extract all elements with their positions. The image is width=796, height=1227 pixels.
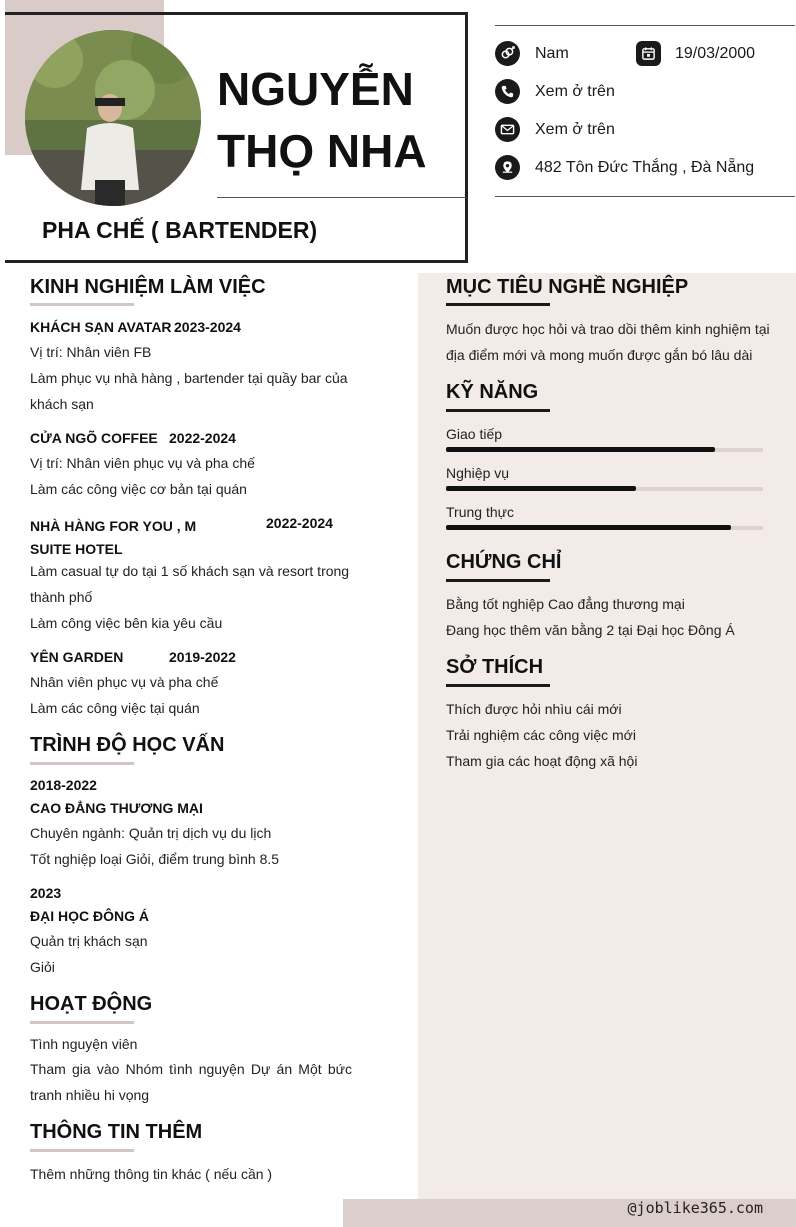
skills-heading: KỸ NĂNG	[446, 381, 539, 403]
name-divider	[217, 197, 466, 198]
edu1-period: 2018-2022	[30, 777, 97, 793]
activities-heading: HOẠT ĐỘNG	[30, 993, 153, 1015]
edu2-line2: Giỏi	[30, 959, 55, 975]
exp4-line1: Nhân viên phục vụ và pha chế	[30, 674, 219, 690]
exp3-line1: Làm casual tự do tại 1 số khách sạn và resort trong thành phố	[30, 563, 350, 605]
experience-underline	[30, 303, 134, 306]
name-line-2: THỌ NHA	[217, 125, 427, 177]
exp1-line2: Làm phục vụ nhà hàng , bartender tại quầy bar của khách sạn	[30, 370, 348, 412]
email-icon	[495, 117, 520, 142]
objective-underline	[446, 303, 550, 306]
hobby-line3: Tham gia các hoạt động xã hội	[446, 753, 638, 769]
watermark: @joblike365.com	[627, 1199, 763, 1217]
skill1-name: Giao tiếp	[446, 426, 503, 442]
edu2-school: ĐẠI HỌC ĐÔNG Á	[30, 908, 149, 924]
skill2-bar	[446, 487, 763, 491]
skills-underline	[446, 409, 550, 412]
hobbies-underline	[446, 684, 550, 687]
job-title: PHA CHẾ ( BARTENDER)	[42, 217, 318, 243]
exp4-period: 2019-2022	[169, 649, 236, 665]
objective-text: Muốn được học hỏi và trao dồi thêm kinh nghiệm tại địa điểm mới và mong muốn được gắn bó lâu dài	[446, 321, 770, 363]
address-value: 482 Tôn Đức Thắng , Đà Nẵng	[535, 159, 755, 176]
education-heading: TRÌNH ĐỘ HỌC VẤN	[30, 734, 225, 756]
hobbies-heading: SỞ THÍCH	[446, 656, 544, 678]
skill2-level-fill	[446, 486, 636, 491]
hobby-line2: Trải nghiệm các công việc mới	[446, 727, 636, 743]
contact-top-divider	[495, 25, 795, 26]
exp2-period: 2022-2024	[169, 430, 236, 446]
skill3-level-fill	[446, 525, 731, 530]
name-line-1: NGUYỄN	[217, 63, 414, 115]
skill1-level-fill	[446, 447, 715, 452]
edu1-line1: Chuyên ngành: Quản trị dịch vụ du lịch	[30, 825, 272, 841]
gender-icon	[495, 41, 520, 66]
extra-underline	[30, 1149, 134, 1152]
hobby-line1: Thích được hỏi nhìu cái mới	[446, 701, 622, 717]
calendar-icon	[636, 41, 661, 66]
activity-line1: Tình nguyện viên	[30, 1036, 138, 1052]
certificate-line2: Đang học thêm văn bằng 2 tại Đại học Đông Á	[446, 622, 735, 638]
experience-heading: KINH NGHIỆM LÀM VIỆC	[30, 276, 266, 298]
skill1-bar	[446, 448, 763, 452]
exp1-line1: Vị trí: Nhân viên FB	[30, 344, 152, 360]
exp2-line2: Làm các công việc cơ bản tại quán	[30, 481, 247, 497]
exp3-line2: Làm công việc bên kia yêu cầu	[30, 615, 223, 631]
certificates-heading: CHỨNG CHỈ	[446, 551, 562, 573]
skill2-name: Nghiệp vụ	[446, 465, 510, 481]
activities-underline	[30, 1021, 134, 1024]
avatar	[25, 30, 201, 206]
phone-icon	[495, 79, 520, 104]
email-value: Xem ở trên	[535, 121, 615, 138]
phone-value: Xem ở trên	[535, 83, 615, 100]
exp2-company: CỬA NGÕ COFFEE	[30, 430, 158, 446]
location-icon	[495, 155, 520, 180]
contact-bottom-divider	[495, 196, 795, 197]
exp1-company: KHÁCH SẠN AVATAR	[30, 319, 172, 335]
activity-line2: Tham gia vào Nhóm tình nguyện Dự án Một bức tranh nhiều hi vọng	[30, 1061, 352, 1103]
extra-heading: THÔNG TIN THÊM	[30, 1121, 203, 1143]
certificate-line1: Bằng tốt nghiệp Cao đẳng thương mại	[446, 596, 685, 612]
edu2-period: 2023	[30, 885, 62, 901]
exp4-line2: Làm các công việc tại quán	[30, 700, 200, 716]
education-underline	[30, 762, 134, 765]
full-name	[217, 58, 457, 182]
gender-value: Nam	[535, 45, 569, 62]
exp1-period: 2023-2024	[174, 319, 241, 335]
exp3-period: 2022-2024	[266, 515, 333, 531]
extra-line1: Thêm những thông tin khác ( nếu cần )	[30, 1166, 273, 1182]
exp2-line1: Vị trí: Nhân viên phục vụ và pha chế	[30, 455, 255, 471]
skill3-name: Trung thực	[446, 504, 514, 520]
edu2-line1: Quản trị khách sạn	[30, 933, 148, 949]
objective-heading: MỤC TIÊU NGHỀ NGHIỆP	[446, 276, 689, 298]
exp3-company: NHÀ HÀNG FOR YOU , M SUITE HOTEL	[30, 518, 197, 557]
skill3-bar	[446, 526, 763, 530]
exp4-company: YÊN GARDEN	[30, 649, 124, 665]
edu1-line2: Tốt nghiệp loại Giỏi, điểm trung bình 8.5	[30, 851, 280, 867]
edu1-school: CAO ĐẲNG THƯƠNG MẠI	[30, 800, 203, 816]
birthday-value: 19/03/2000	[675, 45, 756, 62]
certificates-underline	[446, 579, 550, 582]
